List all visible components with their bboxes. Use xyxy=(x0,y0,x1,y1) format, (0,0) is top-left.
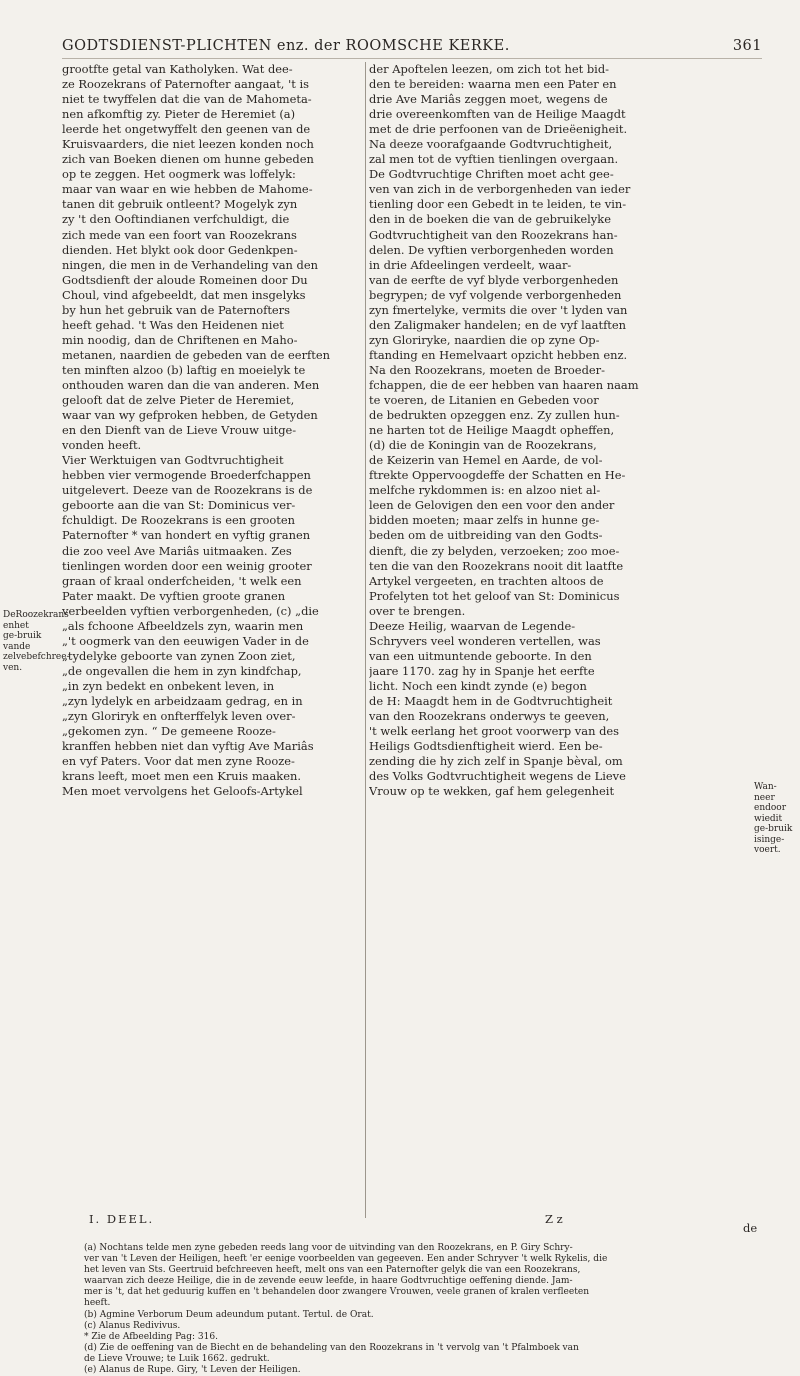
text-line: vonden heeft. xyxy=(62,438,142,453)
text-line: De Godtvruchtige Chriften moet acht gee- xyxy=(369,167,614,182)
left-margin-note xyxy=(3,610,70,673)
margin-line: ven. xyxy=(3,662,23,673)
text-line: Paternofter * van hondert en vyftig granen xyxy=(62,528,311,543)
text-line: drie Ave Mariâs zeggen moet, wegens de xyxy=(369,92,608,107)
footnote-line: de Lieve Vrouwe; te Luik 1662. gedrukt. xyxy=(84,1353,270,1364)
text-line: Vier Werktuigen van Godtvruchtigheit xyxy=(62,453,284,468)
margin-line: krans en xyxy=(3,610,69,631)
text-line: melfche rykdommen is: en alzoo niet al- xyxy=(369,483,601,498)
text-line: „zyn lydelyk en arbeidzaam gedrag, en in xyxy=(62,693,303,708)
text-line: „'t oogmerk van den eeuwigen Vader in de xyxy=(62,633,309,648)
footnote-line: (a) Nochtans telde men zyne gebeden reeds lang voor de uitvinding van den Roozekrans, en P. Giry Schry- xyxy=(84,1243,573,1253)
text-line: gelooft dat de zelve Pieter de Heremiet, xyxy=(62,393,295,408)
text-line: Deeze Heilig, waarvan de Legende- xyxy=(369,618,576,633)
text-line: van een uitmuntende geboorte. In den xyxy=(369,648,592,663)
margin-line: befchree- xyxy=(26,652,70,662)
text-line: zich mede van een foort van Roozekrans xyxy=(62,227,297,242)
text-line: zy 't den Ooftindianen verfchuldigt, die xyxy=(62,212,290,227)
text-line: begrypen; de vyf volgende verborgenheden xyxy=(369,287,622,302)
footnote-line: heeft. xyxy=(84,1298,111,1309)
footnote-line: ver van 't Leven der Heiligen, heeft 'er eenige voorbeelden van gegeeven. Een ander Schryver 't welk Rykelis, die xyxy=(84,1254,608,1265)
footnote-line: waarvan zich deeze Heilige, die in de zevende eeuw leefde, in haare Godtvruchtige oeffening diende. Jam- xyxy=(84,1276,573,1287)
margin-line: bruik is xyxy=(754,824,793,845)
footnote-line: (e) Alanus de Rupe. Giry, 't Leven der Heiligen. xyxy=(84,1365,301,1376)
text-line: niet te twyffelen dat die van de Mahometa- xyxy=(62,92,312,107)
text-line: te voeren, de Litanien en Gebeden voor xyxy=(369,393,599,408)
text-line: Pater maakt. De vyftien groote granen xyxy=(62,588,286,603)
text-line: zal men tot de vyftien tienlingen overgaan. xyxy=(369,152,619,167)
text-line: van de eerfte de vyf blyde verborgenheden xyxy=(369,272,619,287)
text-line: den Zaligmaker handelen; en de vyf laatften xyxy=(369,317,627,332)
text-line: op te zeggen. Het oogmerk was loffelyk: xyxy=(62,167,296,182)
text-line: tienlingen worden door een weinig grooter xyxy=(62,558,312,573)
text-line: leen de Gelovigen den een voor den ander xyxy=(369,498,615,513)
text-line: Choul, vind afgebeeldt, dat men insgelyks xyxy=(62,287,306,302)
text-line: ningen, die men in de Verhandeling van den xyxy=(62,257,318,272)
text-line: min noodig, dan de Chriftenen en Maho- xyxy=(62,332,298,347)
text-line: Vrouw op te wekken, gaf hem gelegenheit xyxy=(369,784,615,799)
text-line: leerde het ongetwyffelt den geenen van de xyxy=(62,122,311,137)
text-line: tanen dit gebruik ontleent? Mogelyk zyn xyxy=(62,197,298,212)
text-line: waar van wy gefproken hebben, de Getyden xyxy=(62,408,318,423)
text-line: Schryvers veel wonderen vertellen, was xyxy=(369,633,601,648)
text-line: verbeelden vyftien verborgenheden, (c) „die xyxy=(62,603,319,618)
text-line: onthouden waren dan die van anderen. Men xyxy=(62,377,320,392)
margin-line: bruik van xyxy=(3,631,42,652)
text-line: (d) die de Koningin van de Roozekrans, xyxy=(369,438,597,453)
margin-line: dit ge- xyxy=(754,813,783,834)
text-line: „als fchoone Afbeeldzels zyn, waarin men xyxy=(62,618,304,633)
running-title: GODTSDIENST-PLICHTEN enz. der ROOMSCHE KERKE. xyxy=(62,38,510,54)
text-line: kranffen hebben niet dan vyftig Ave Mariâs xyxy=(62,739,314,754)
text-line: der Apoftelen leezen, om zich tot het bid- xyxy=(369,62,610,76)
text-line: by hun het gebruik van de Paternofters xyxy=(62,302,291,317)
text-line: „tydelyke geboorte van zynen Zoon ziet, xyxy=(62,648,296,663)
footnote-line: * Zie de Afbeelding Pag: 316. xyxy=(84,1331,219,1342)
margin-line: het ge- xyxy=(3,620,29,641)
text-line: krans leeft, moet men een Kruis maaken. xyxy=(62,769,301,784)
text-line: Na deeze voorafgaande Godtvruchtigheit, xyxy=(369,137,613,152)
text-line: drie overeenkomften van de Heilige Maagdt xyxy=(369,107,626,122)
margin-line: inge- xyxy=(761,834,785,845)
text-line: Na den Roozekrans, moeten de Broeder- xyxy=(369,362,605,377)
text-line: met de drie perfoonen van de Drieëenigheit. xyxy=(369,122,628,137)
text-line: zyn Gloriryke, naardien die op zyne Op- xyxy=(369,332,600,347)
page-number: 361 xyxy=(732,38,762,54)
catchword: de xyxy=(743,1221,758,1235)
text-line: Heiligs Godtsdienftigheit wierd. Een be- xyxy=(369,739,603,754)
text-line: grootfte getal van Katholyken. Wat dee- xyxy=(62,62,293,76)
text-line: die zoo veel Ave Mariâs uitmaaken. Zes xyxy=(62,543,292,558)
text-line: dienft, die zy belyden, verzoeken; zoo moe- xyxy=(369,543,620,558)
footnote-line: mer is 't, dat het geduurig kuffen en 't behandelen door zwangere Vrouwen, veele granen of kralen verfleeten xyxy=(84,1287,590,1298)
text-line: 't welk eerlang het groot voorwerp van des xyxy=(369,724,620,739)
text-line: fchuldigt. De Roozekrans is een grooten xyxy=(62,513,296,528)
page-header xyxy=(62,38,762,54)
text-line: fchappen, die de eer hebben van haaren naam xyxy=(369,377,639,392)
text-line: zyn fmertelyke, vermits die over 't lyden van xyxy=(369,302,628,317)
signature-mark: I. DEEL. xyxy=(89,1212,155,1226)
text-line: maar van waar en wie hebben de Mahome- xyxy=(62,182,313,197)
footnotes xyxy=(84,1243,756,1376)
margin-line: door wie xyxy=(754,803,787,824)
text-line: van den Roozekrans onderwys te geeven, xyxy=(369,709,610,724)
text-line: ven van zich in de verborgenheden van ieder xyxy=(369,182,631,197)
text-line: tienling door een Gebedt in te leiden, te vin- xyxy=(369,197,627,212)
text-line: bidden moeten; maar zelfs in hunne ge- xyxy=(369,513,600,528)
text-line: nen afkomftig zy. Pieter de Heremiet (a) xyxy=(62,107,296,122)
text-line: den in de boeken die van de gebruikelyke xyxy=(369,212,611,227)
text-line: delen. De vyftien verborgenheden worden xyxy=(369,242,614,257)
left-text-column xyxy=(62,62,362,799)
margin-line: neer en xyxy=(754,792,775,813)
text-line: en den Dienft van de Lieve Vrouw uitge- xyxy=(62,423,297,438)
gathering-mark: Z z xyxy=(545,1212,563,1226)
text-line: en vyf Paters. Voor dat men zyne Rooze- xyxy=(62,754,295,769)
text-line: metanen, naardien de gebeden van de eerften xyxy=(62,347,330,362)
text-line: heeft gehad. 't Was den Heidenen niet xyxy=(62,317,284,332)
text-line: Kruisvaarders, die niet leezen konden noch xyxy=(62,137,314,152)
text-line: „de ongevallen die hem in zyn kindfchap, xyxy=(62,663,302,678)
text-line: Artykel vergeeten, en trachten altoos de xyxy=(369,573,604,588)
footnote-line: (d) Zie de oeffening van de Biecht en de behandeling van den Roozekrans in 't vervolg van 't Pfalmboek van xyxy=(84,1342,579,1353)
text-line: ten minften alzoo (b) laftig en moeielyk te xyxy=(62,362,306,377)
text-line: de H: Maagdt hem in de Godtvruchtigheit xyxy=(369,693,613,708)
margin-line: de zelve xyxy=(3,641,31,662)
text-line: den te bereiden: waarna men een Pater en xyxy=(369,77,617,92)
right-margin-note xyxy=(754,782,794,856)
text-line: jaare 1170. zag hy in Spanje het eerfte xyxy=(369,663,595,678)
text-line: hebben vier vermogende Broederfchappen xyxy=(62,468,311,483)
header-rule xyxy=(62,58,762,59)
text-line: Godtsdienft der aloude Romeinen door Du xyxy=(62,272,308,287)
text-line: ne harten tot de Heilige Maagdt opheffen, xyxy=(369,423,615,438)
text-line: ze Roozekrans of Paternofter aangaat, 't is xyxy=(62,77,309,92)
footnote-line: het leven van Sts. Geertruid befchreeven heeft, melt ons van een Paternofter gelyk die van een Roozekrans, xyxy=(84,1265,581,1276)
text-line: licht. Noch een kindt zynde (e) begon xyxy=(369,678,587,693)
text-line: „gekomen zyn. “ De gemeene Rooze- xyxy=(62,724,276,739)
text-line: zending die hy zich zelf in Spanje bèval, om xyxy=(369,754,623,769)
text-line: geboorte aan die van St: Dominicus ver- xyxy=(62,498,296,513)
text-line: Men moet vervolgens het Geloofs-Artykel xyxy=(62,784,303,799)
text-line: „in zyn bedekt en onbekent leven, in xyxy=(62,678,275,693)
text-line: zich van Boeken dienen om hunne gebeden xyxy=(62,152,314,167)
text-line: de bedrukten opzeggen enz. Zy zullen hun- xyxy=(369,408,620,423)
margin-line: Rooze xyxy=(15,610,44,620)
text-line: des Volks Godtvruchtigheit wegens de Lieve xyxy=(369,769,626,784)
text-line: de Keizerin van Hemel en Aarde, de vol- xyxy=(369,453,603,468)
text-line: over te brengen. xyxy=(369,603,466,618)
text-line: Godtvruchtigheit van den Roozekrans han- xyxy=(369,227,618,242)
text-line: Profelyten tot het geloof van St: Dominicus xyxy=(369,588,620,603)
text-line: beden om de uitbreiding van den Godts- xyxy=(369,528,603,543)
text-line: in drie Afdeelingen verdeelt, waar- xyxy=(369,257,572,272)
text-line: graan of kraal onderfcheiden, 't welk een xyxy=(62,573,302,588)
right-text-column xyxy=(369,62,676,799)
text-line: ftrekte Oppervoogdeffe der Schatten en He- xyxy=(369,468,626,483)
text-line: „zyn Gloriryk en onfterffelyk leven over- xyxy=(62,709,296,724)
column-divider xyxy=(365,62,366,1218)
margin-line: Wan- xyxy=(754,782,777,792)
footnote-line: (b) Agmine Verborum Deum adeundum putant. Tertul. de Orat. xyxy=(84,1309,374,1320)
text-line: dienden. Het blykt ook door Gedenkpen- xyxy=(62,242,298,257)
text-line: uitgelevert. Deeze van de Roozekrans is de xyxy=(62,483,313,498)
footnote-line: (c) Alanus Redivivus. xyxy=(84,1320,181,1331)
text-line: ten die van den Roozekrans nooit dit laatfte xyxy=(369,558,624,573)
margin-line: voert. xyxy=(754,845,781,855)
text-line: ftanding en Hemelvaart opzicht hebben enz. xyxy=(369,347,628,362)
margin-line: De xyxy=(3,610,16,620)
